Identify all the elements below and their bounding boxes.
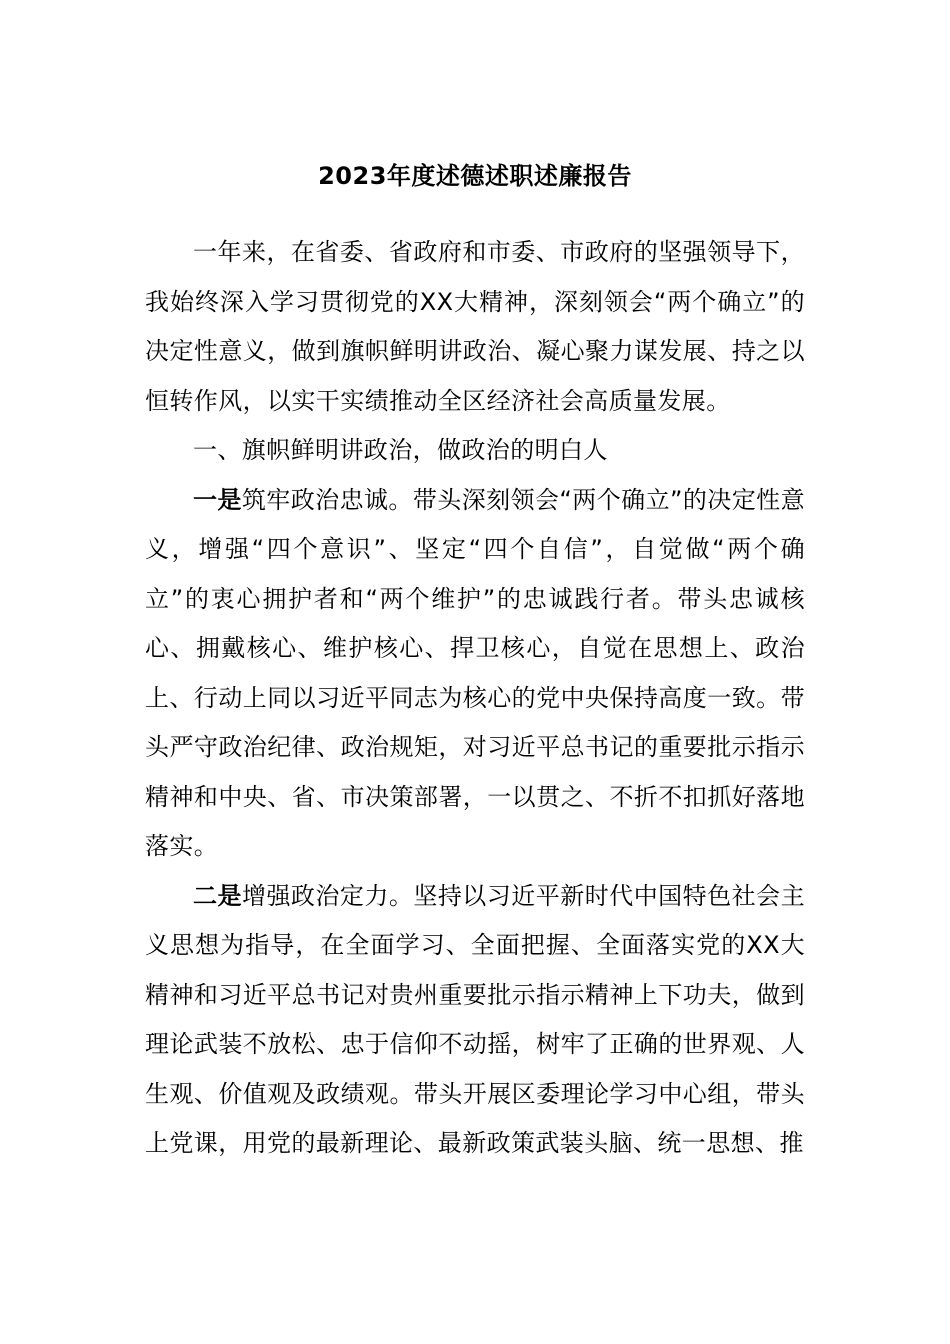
paragraph-point-one (145, 476, 805, 872)
document-body (145, 228, 805, 1169)
paragraph-text: 一、旗帜鲜明讲政治，做政治的明白人 (193, 436, 608, 464)
paragraph-intro (145, 228, 805, 426)
section-heading (145, 426, 805, 476)
paragraph-text: 一年来，在省委、省政府和市委、市政府的坚强领导下，我始终深入学习贯彻党的XX大精神，深刻领会“两个确立”的决定性意义，做到旗帜鲜明讲政治、凝心聚力谋发展、持之以恒转作风，以实干实绩推动全区经济社会高质量发展。 (145, 238, 805, 415)
paragraph-lead: 一是 (193, 485, 242, 514)
paragraph-text: 筑牢政治忠诚。带头深刻领会“两个确立”的决定性意义，增强“四个意识”、坚定“四个自信”，自觉做“两个确立”的衷心拥护者和“两个维护”的忠诚践行者。带头忠诚核心、拥戴核心、维护核心、捍卫核心，自觉在思想上、政治上、行动上同以习近平同志为核心的党中央保持高度一致。带头严守政治纪律、政治规矩，对习近平总书记的重要批示指示精神和中央、省、市决策部署，一以贯之、不折不扣抓好落地落实。 (145, 485, 805, 860)
paragraph-point-two (145, 872, 805, 1169)
paragraph-text: 增强政治定力。坚持以习近平新时代中国特色社会主义思想为指导，在全面学习、全面把握、全面落实党的XX大精神和习近平总书记对贵州重要批示指示精神上下功夫，做到理论武装不放松、忠于信仰不动摇，树牢了正确的世界观、人生观、价值观及政绩观。带头开展区委理论学习中心组，带头上党课，用党的最新理论、最新政策武装头脑、统一思想、推 (145, 881, 805, 1157)
document-title: 2023年度述德述职述廉报告 (318, 162, 632, 190)
paragraph-lead: 二是 (193, 881, 242, 910)
